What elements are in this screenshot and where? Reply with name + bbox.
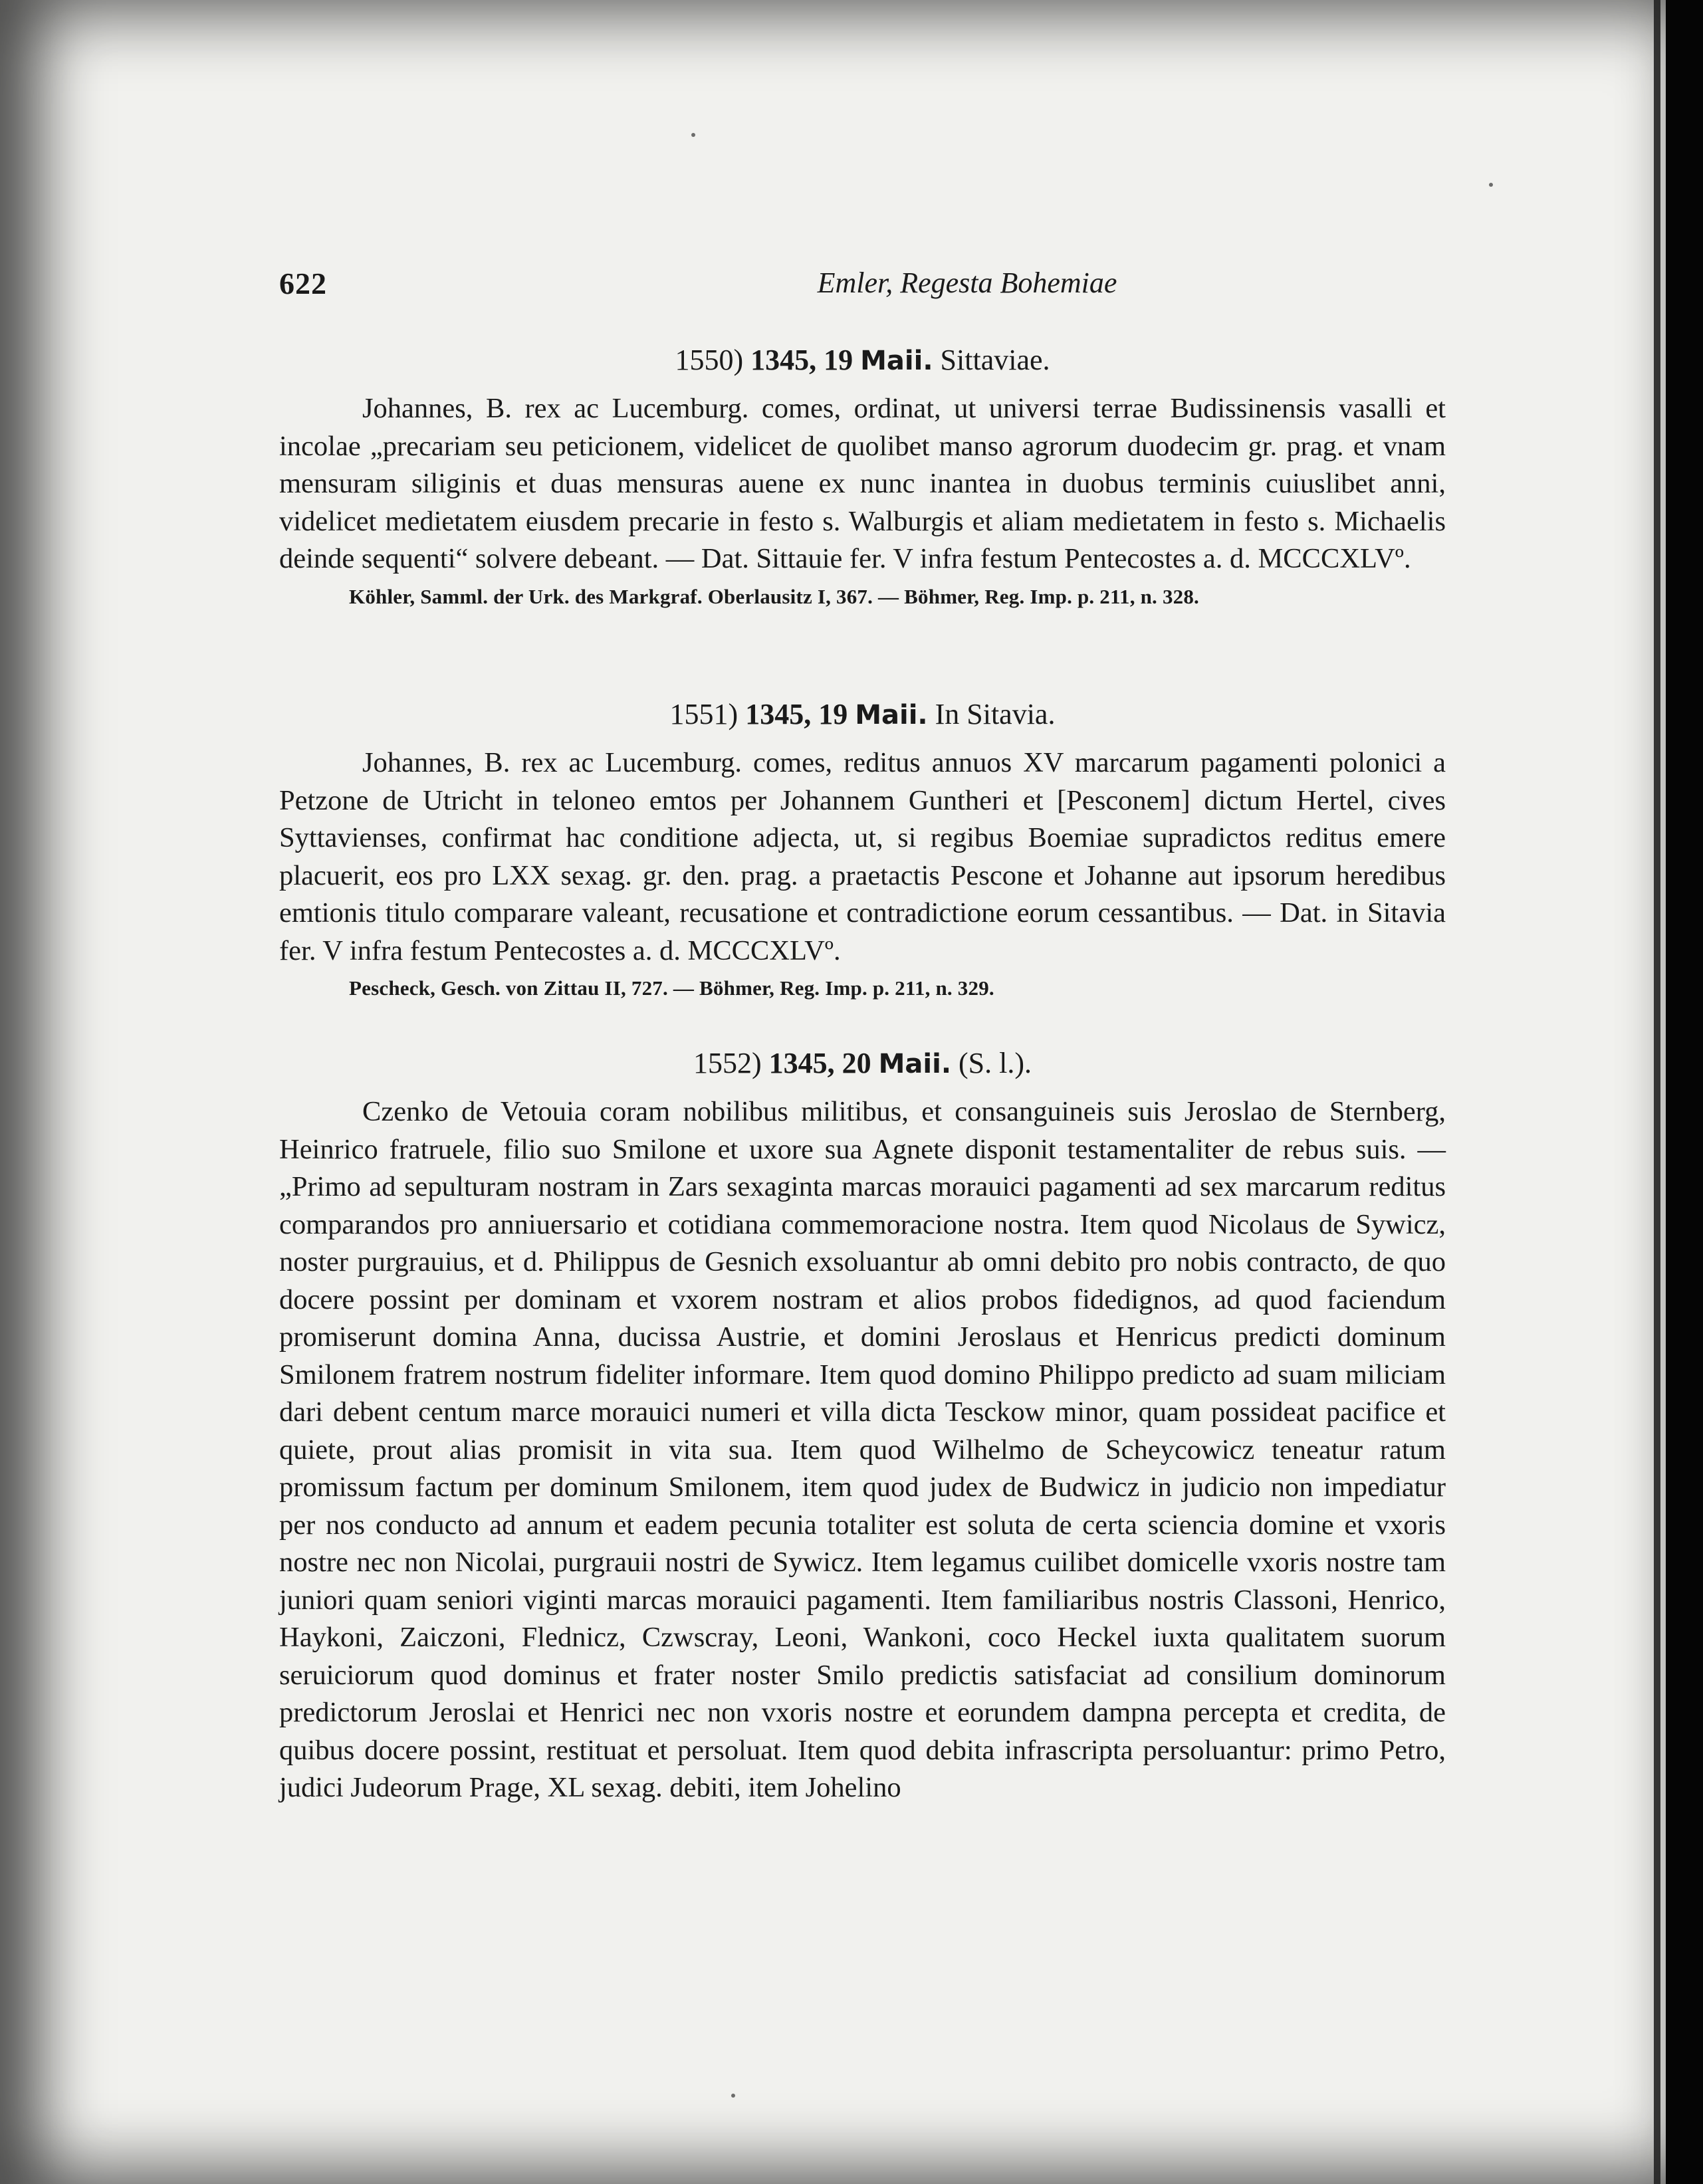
entry-date: 1345, 19 (750, 344, 853, 376)
entry-place: Sittaviae. (940, 344, 1050, 376)
scan-border (1666, 0, 1703, 2184)
regest-entry (279, 695, 1446, 1003)
entry-body: Johannes, B. rex ac Lucemburg. comes, reditus annuos XV marcarum pagamenti polonici a Petzone de Utricht in teloneo emtos per Johannem Guntheri et [Pesconem] dictum Hertel, cives Syttavienses, confirmat hac conditione adjecta, ut, si regibus Boemiae supradictos reditus emere placuerit, eos pro LXX sexag. gr. den. prag. a praetactis Pescone et Johanne aut ipsorum heredibus emtionis titulo comparare valeant, recusatione et contradictione eorum cessantibus. — Dat. in Sitavia fer. V infra festum Pentecostes a. d. MCCCXLVº. (279, 747, 1446, 966)
entry-body: Czenko de Vetouia coram nobilibus militibus, et consanguineis suis Jeroslao de Sternberg, Heinrico fratruele, filio suo Smilone et uxore sua Agnete disponit testamentaliter de rebus suis. — „Primo ad sepulturam nostram in Zars sexaginta marcas morauici pagamenti ad sex marcarum reditus comparandos pro anniuersario et cotidiana commemoracione nostra. Item quod Nicolaus de Sywicz, noster purgrauius, et d. Philippus de Gesnich exsoluantur ab omni debito pro nobis contracto, de quo docere possint per dominam et vxorem nostram et alios probos fidedignos, ad quod faciendum promiserunt domina Anna, ducissa Austrie, et domini Jeroslaus et Henricus predicti dominum Smilonem fratrem nostrum fideliter informare. Item quod domino Philippo predicto ad suam miliciam dari debent centum marce morauici numeri et villa dicta Tesckow minor, quam possideat pacifice et quiete, prout alias promisit in vita sua. Item quod Wilhelmo de Scheycowicz teneatur ratum promissum factum per dominum Smilonem, item quod judex de Budwicz in judicio non impediatur per nos conducto ad annum et eadem pecunia totaliter est soluta de certa sciencia domine et vxoris nostre nec non Nicolai, purgrauii nostri de Sywicz. Item legamus cuilibet domicelle vxoris nostre tam juniori quam seniori viginti marcas morauici pagamenti. Item familiaribus nostris Classoni, Henrico, Haykoni, Zaiczoni, Flednicz, Czwscray, Leoni, Wankoni, coco Heckel iuxta qualitatem suorum seruiciorum quod dominus et frater noster Smilo predictis satisfaciat ad consilium dominorum predictorum Jeroslai et Henrici nec non vxoris nostre et eorundem dampna percepta et credita, de quibus docere possint, restituat et persoluat. Item quod debita infrascripta persoluantur: primo Petro, judici Judeorum Prage, XL sexag. debiti, item Johelino (279, 1096, 1446, 1803)
entry-number: 1552) (693, 1047, 762, 1079)
binding-shadow (1654, 0, 1660, 2184)
page-header (279, 266, 1442, 312)
entry-month: Maii. (860, 346, 933, 376)
entry-month: Maii. (878, 1049, 952, 1079)
scan-speck (1489, 183, 1493, 187)
page-number: 622 (279, 267, 327, 300)
entry-date: 1345, 20 (768, 1047, 871, 1079)
entry-source: Pescheck, Gesch. von Zittau II, 727. — Böhmer, Reg. Imp. p. 211, n. 329. (349, 976, 994, 1000)
regest-entry (279, 1043, 1446, 1807)
entry-place: (S. l.). (959, 1047, 1032, 1079)
entry-body: Johannes, B. rex ac Lucemburg. comes, ordinat, ut universi terrae Budissinensis vasalli et incolae „precariam seu peticionem, videlicet de quolibet manso agrorum duodecim gr. prag. et vnam mensuram siliginis et duas mensuras auene ex nunc inantea in duobus terminis cuiuslibet anni, videlicet medietatem eiusdem precarie in festo s. Walburgis et aliam medietatem in festo s. Michaelis deinde sequenti“ solvere debeant. — Dat. Sittauie fer. V infra festum Pentecostes a. d. MCCCXLVº. (279, 393, 1446, 574)
entry-number: 1550) (675, 344, 744, 376)
entry-heading (279, 695, 1446, 735)
entry-date: 1345, 19 (745, 698, 848, 730)
regest-entry (279, 340, 1446, 611)
scan-speck (691, 133, 695, 137)
entry-heading (279, 1043, 1446, 1084)
entry-source: Köhler, Samml. der Urk. des Markgraf. Oberlausitz I, 367. — Böhmer, Reg. Imp. p. 211, n. 328. (349, 584, 1199, 608)
entry-place: In Sitavia. (935, 698, 1056, 730)
entry-month: Maii. (855, 700, 928, 730)
scan-speck (731, 2094, 735, 2098)
entry-heading (279, 340, 1446, 381)
running-title: Emler, Regesta Bohemiae (817, 267, 1117, 299)
entry-number: 1551) (669, 698, 738, 730)
